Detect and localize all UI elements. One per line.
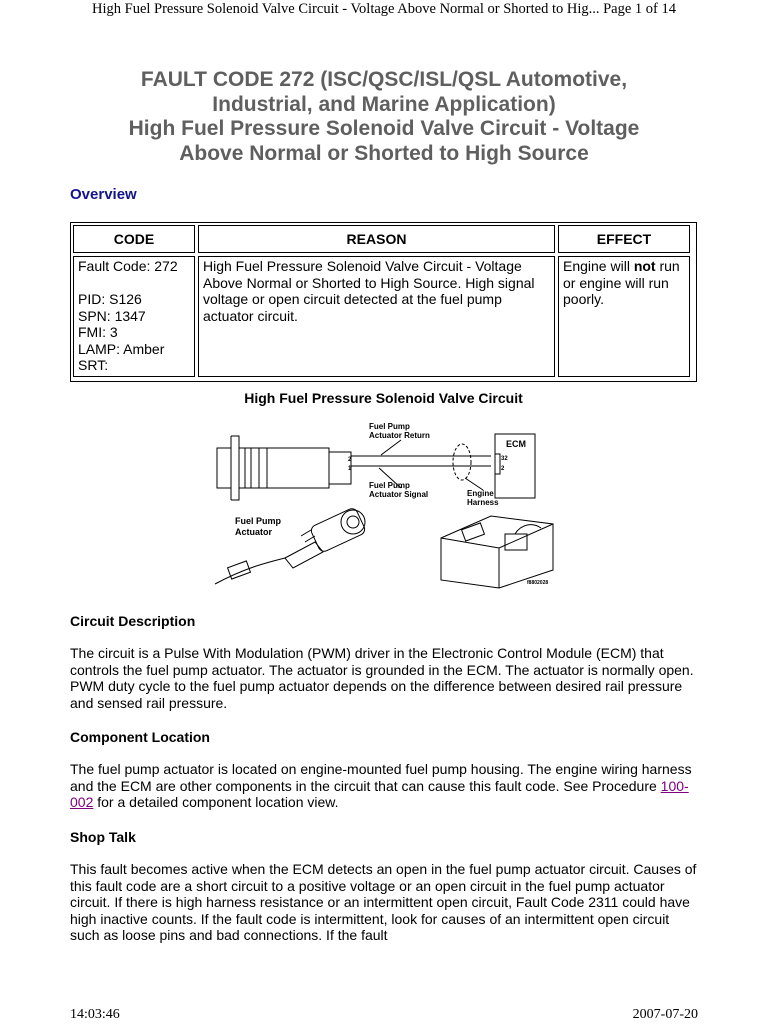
- label-return-2: Actuator Return: [369, 431, 430, 440]
- diagram-caption: High Fuel Pressure Solenoid Valve Circuit: [244, 390, 523, 406]
- label-return-1: Fuel Pump: [369, 422, 410, 431]
- procedure-link[interactable]: 100-002: [70, 777, 689, 810]
- component-location-text-end: for a detailed component location view.: [93, 794, 339, 810]
- overview-heading: Overview: [70, 186, 137, 203]
- ecm-label: ECM: [506, 439, 526, 449]
- fmi-value: FMI: 3: [78, 324, 118, 340]
- title-line-2: Industrial, and Marine Application): [212, 92, 556, 116]
- ecm-pin-top: 32: [501, 456, 508, 462]
- code-cell: [73, 256, 195, 377]
- lamp-value: LAMP: Amber: [78, 340, 165, 357]
- footer-time: 14:03:46: [70, 1007, 120, 1022]
- title-line-3: High Fuel Pressure Solenoid Valve Circuit - Voltage: [128, 117, 640, 140]
- reason-cell: High Fuel Pressure Solenoid Valve Circuit - Voltage Above Normal or Shorted to High Source. High signal voltage or open circuit detected at the fuel pump actuator circuit.: [198, 256, 555, 377]
- header-code: CODE: [73, 225, 195, 253]
- ecm-box: [495, 434, 535, 498]
- shop-talk-section: [70, 829, 698, 944]
- pid-value: PID: S126: [78, 291, 142, 307]
- fault-code-value: Fault Code: 272: [78, 258, 178, 274]
- harness-connector-illustration: [217, 436, 491, 500]
- spn-value: SPN: 1347: [78, 307, 146, 324]
- component-location-text: [70, 761, 698, 811]
- table-header-row: [73, 225, 694, 253]
- figure-id: f8802028: [527, 580, 549, 586]
- shop-talk-text: This fault becomes active when the ECM detects an open in the fuel pump actuator circuit. Causes of this fault code are a short circuit to a positive voltage or an open circuit in the fuel pump actuator circuit. If there is high harness resistance or an intermittent open circuit, Fault Code 2311 could have high inactive counts. If the fault code is intermittent, look for causes of an intermittent open circuit such as loose pins and bad connections. If the fault: [70, 861, 697, 943]
- label-harness-2: Harness: [467, 498, 499, 507]
- component-location-text-start: The fuel pump actuator is located on engine-mounted fuel pump housing. The engine wiring harness and the ECM are other components in the circuit that can cause this fault code. See Procedure: [70, 761, 692, 794]
- srt-value: SRT:: [78, 357, 109, 373]
- fault-code-table: [70, 222, 697, 382]
- component-location-heading: Component Location: [70, 729, 210, 745]
- effect-emphasis: not: [633, 258, 656, 274]
- ecm-module-illustration: [441, 516, 553, 588]
- header-reason: REASON: [198, 225, 555, 253]
- circuit-description-text: The circuit is a Pulse With Modulation (PWM) driver in the Electronic Control Module (ECM) that controls the fuel pump actuator. The actuator is grounded in the ECM. The actuator is normally open. PWM duty cycle to the fuel pump actuator depends on the difference between desired rail pressure and sensed rail pressure.: [70, 645, 694, 711]
- page-title: [40, 68, 728, 166]
- header-effect: EFFECT: [558, 225, 690, 253]
- title-line-4: Above Normal or Shorted to High Source: [179, 141, 589, 165]
- shop-talk-heading: Shop Talk: [70, 829, 136, 845]
- footer-date: 2007-07-20: [632, 1007, 698, 1022]
- title-line-1: FAULT CODE 272 (ISC/QSC/ISL/QSL Automotive,: [140, 68, 628, 91]
- label-signal-2: Actuator Signal: [369, 490, 429, 499]
- label-signal-1: Fuel Pump: [369, 481, 410, 490]
- effect-cell: [558, 256, 690, 377]
- label-harness-1: Engine: [467, 489, 494, 498]
- print-header: High Fuel Pressure Solenoid Valve Circuit - Voltage Above Normal or Shorted to Hig... Page 1 of 14: [92, 1, 676, 17]
- print-footer: [70, 1006, 698, 1024]
- connector-pin-top: 2: [348, 457, 352, 463]
- circuit-description-heading: Circuit Description: [70, 613, 196, 629]
- ecm-pin-bottom: 2: [501, 466, 505, 472]
- effect-suffix: run or engine will run poorly.: [563, 258, 680, 307]
- connector-pin-bottom: 1: [348, 466, 352, 472]
- label-actuator-2: Actuator: [235, 527, 273, 537]
- circuit-description-section: [70, 613, 698, 711]
- component-location-section: [70, 729, 698, 811]
- table-row: [73, 256, 694, 377]
- circuit-diagram: [205, 418, 555, 590]
- label-actuator-1: Fuel Pump: [235, 516, 282, 526]
- effect-prefix: Engine will: [563, 258, 634, 274]
